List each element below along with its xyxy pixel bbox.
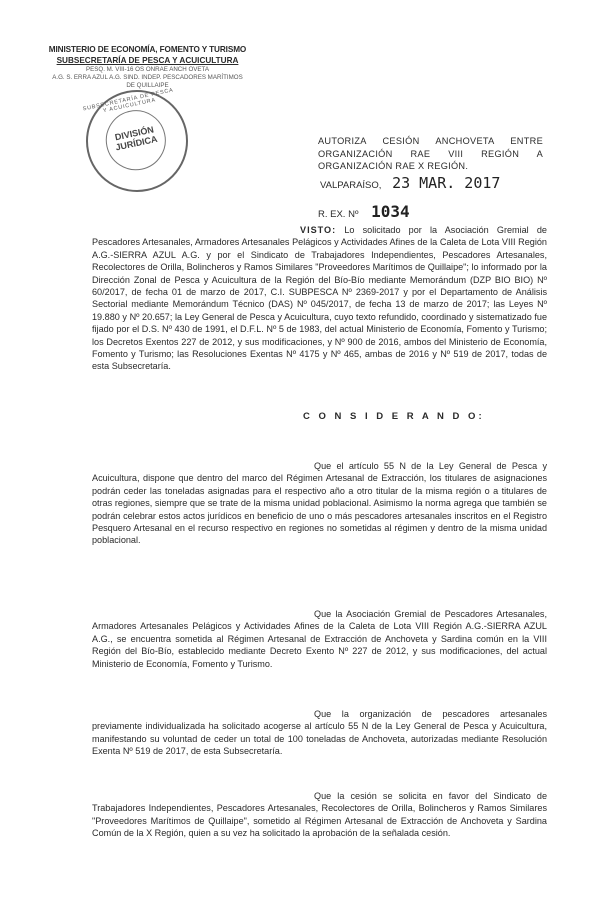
resolution-label: R. EX. Nº (318, 209, 359, 220)
resolution-number: 1034 (371, 202, 410, 221)
visto-text: Lo solicitado por la Asociación Gremial de Pescadores Artesanales, Armadores Artesanales Pelágicos y Actividades Afines de la Caleta de Lota VIII Región A.G.-SIERRA AZUL A.G. y por el Sindicato de Trabajadores Independientes, Pescadores Artesanales, Recolectores de Orilla, Bolincheros y Ramos Similares "Proveedores Marítimos de Quillaipe"; lo informado por la Dirección Zonal de Pesca y Acuicultura de la Región del Bío-Bío mediante Memorándum (DZP BIO BIO) Nº 60/2017, de fecha 01 de marzo de 2017, C.I. SUBPESCA Nº 2369-2017 y por el Departamento de Análisis Sectorial mediante Memorándum Técnico (DAS) Nº 045/2017, de fecha 13 de marzo de 2017; las Leyes Nº 19.880 y Nº 20.657; la Ley General de Pesca y Acuicultura, cuyo texto refundido, coordinado y sistematizado fue fijado por el D.S. Nº 430 de 1991, el D.F.L. Nº 5 de 1983, del actual Ministerio de Economía, Fomento y Turismo; los Decretos Exentos 227 de 2012, y sus modificaciones, y Nº 900 de 2016, ambos del Ministerio de Economía, Fomento y Turismo; las Resoluciones Exentas Nº 4175 y Nº 465, ambas de 2016 y Nº 519 de 2017, todas de esta Subsecretaría. (92, 225, 547, 372)
ministry-name: MINISTERIO DE ECONOMÍA, FOMENTO Y TURISMO (48, 45, 247, 54)
memo-reference: PESQ. M. VIII-16 OS ONRAE ANCH OVETA (86, 66, 209, 73)
organization-reference: A.G. S. ERRA AZUL A.G. SIND. INDEP. PESCADORES MARÍTIMOS (52, 74, 243, 81)
letterhead (40, 44, 255, 90)
considerando-paragraph-1: Que el artículo 55 N de la Ley General de Pesca y Acuicultura, dispone que dentro del marco del Régimen Artesanal de Extracción, los titulares de asignaciones podrán ceder las toneladas asignadas para el respectivo año a otro titular de la misma región o a titulares de otras regiones, siempre que se trate de la misma unidad poblacional. Asimismo la norma agrega que también se podrán celebrar estos actos jurídicos en beneficio de uno o más pescadores artesanales inscritos en el Registro Pesquero Artesanal en el recurso respectivo en regiones no sometidas al régimen y dentro de la misma unidad poblacional. (92, 461, 547, 546)
visto-lead: VISTO: (300, 225, 337, 235)
date-value: 23 MAR. 2017 (392, 174, 501, 192)
considerando-paragraph-2: Que la Asociación Gremial de Pescadores Artesanales, Armadores Artesanales Pelágicos y Actividades Afines de la Caleta de Lota VIII Región A.G.-SIERRA AZUL A.G., se encuentra sometida al Régimen Artesanal de Extracción de Anchoveta y Sardina común en la VIII Región del Bío-Bío, establecido mediante Decreto Exento Nº 227 de 2012, y sus modificaciones, del actual Ministerio de Economía, Fomento y Turismo. (92, 609, 547, 669)
organization-reference-2: DE QUILLAIPE (126, 82, 169, 89)
stamp-center-text: DIVISIÓN JURÍDICA (113, 124, 159, 153)
considerando-paragraph-3: Que la organización de pescadores artesanales previamente individualizada ha solicitado acogerse al artículo 55 N de la Ley General de Pesca y Acuicultura, manifestando su voluntad de ceder un total de 100 toneladas de Anchoveta, autorizadas mediante Resolución Exenta Nº 519 de 2017, de esta Subsecretaría. (92, 709, 547, 757)
document-subject: AUTORIZA CESIÓN ANCHOVETA ENTRE ORGANIZACIÓN RAE VIII REGIÓN A ORGANIZACIÓN RAE X REGIÓN. (318, 136, 543, 171)
date-line (320, 174, 500, 192)
considerando-heading: C O N S I D E R A N D O: (303, 411, 485, 422)
resolution-number-line (318, 202, 410, 221)
visto-paragraph (92, 224, 547, 373)
subsecretaria-name: SUBSECRETARÍA DE PESCA Y ACUICULTURA (56, 56, 239, 65)
date-place: VALPARAÍSO, (320, 180, 382, 191)
division-juridica-stamp (77, 81, 198, 202)
stamp-ring-text: SUBSECRETARÍA DE PESCA Y ACUICULTURA (82, 87, 175, 115)
considerando-paragraph-4: Que la cesión se solicita en favor del Sindicato de Trabajadores Independientes, Pescadores Artesanales, Recolectores de Orilla, Bolincheros y Ramos Similares "Proveedores Marítimos de Quillaipe", sometido al Régimen Artesanal de Extracción de Anchoveta y Sardina Común de la X Región, quien a su vez ha solicitado la aprobación de la señalada cesión. (92, 791, 547, 839)
